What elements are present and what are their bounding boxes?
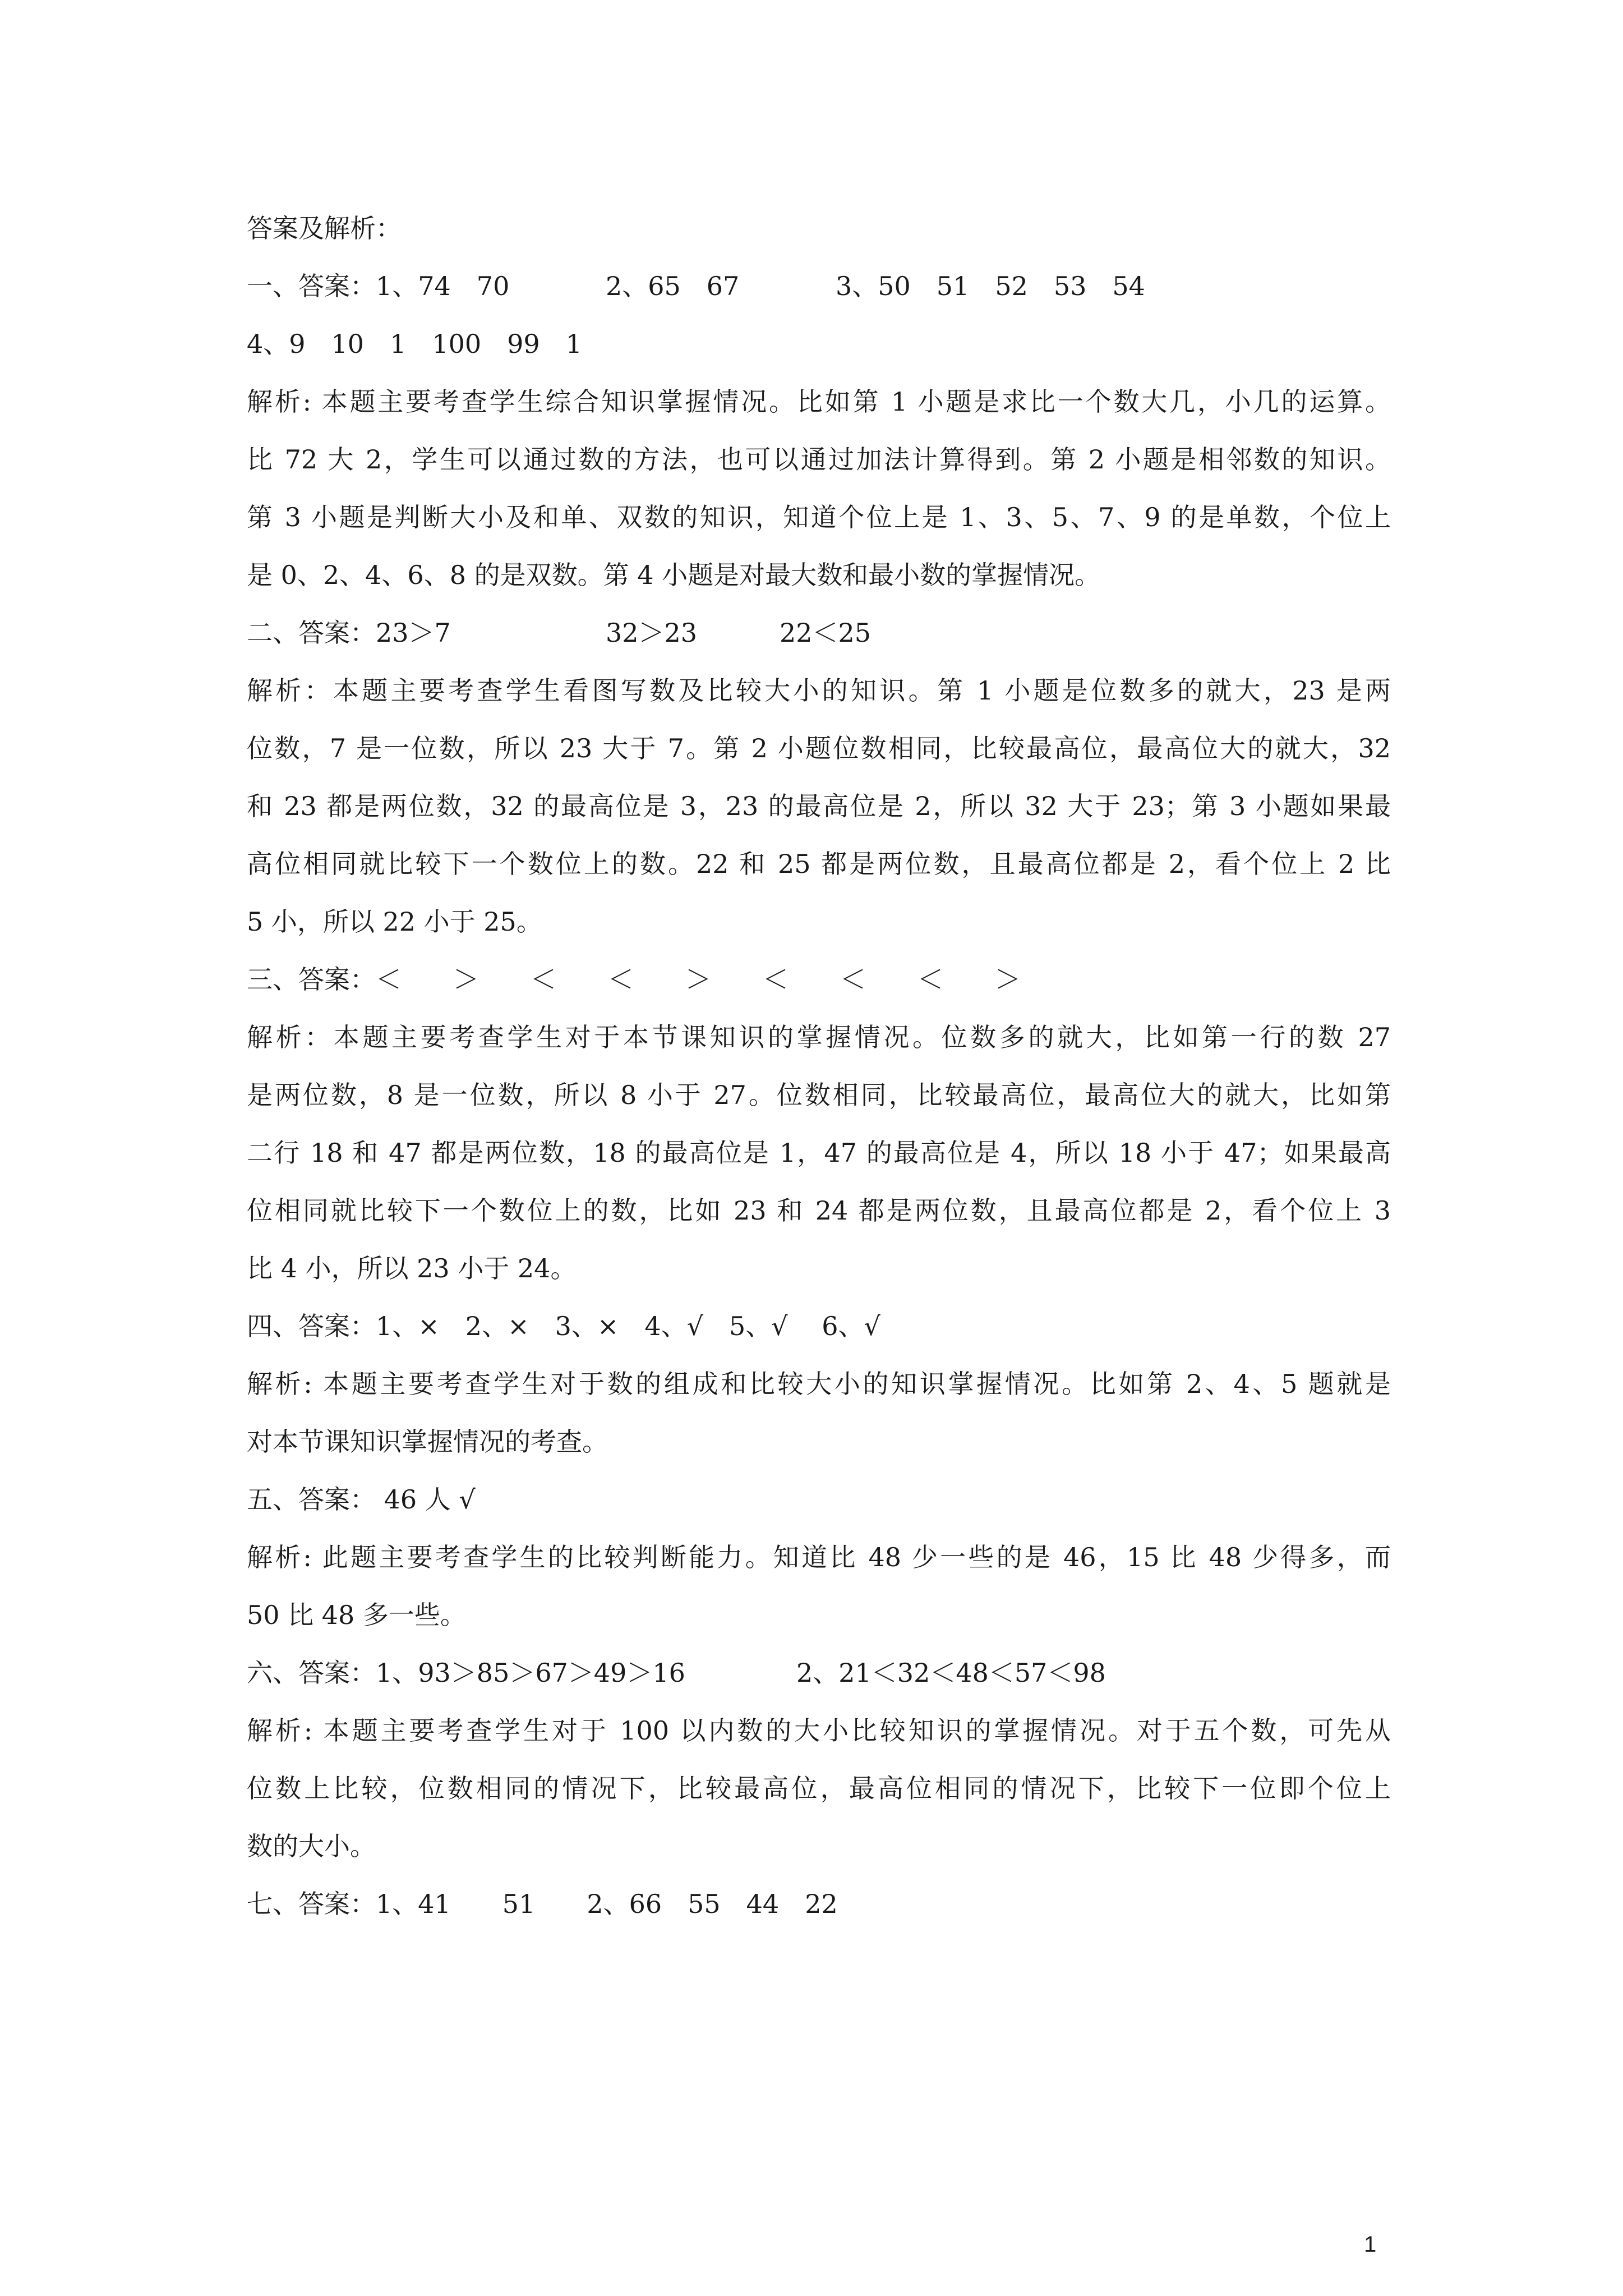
analysis-line-16: 二行 18 和 47 都是两位数，18 的最高位是 1，47 的最高位是 4，所以 18 小于 47；如果最高 xyxy=(247,1138,1391,1168)
analysis-line-10: 和 23 都是两位数，32 的最高位是 3，23 的最高位是 2，所以 32 大于 23；第 3 小题如果最 xyxy=(247,791,1391,821)
analysis-line-6: 是 0、2、4、6、8 的是双数。第 4 小题是对最大数和最小数的掌握情况。 xyxy=(247,560,1101,590)
analysis-line-4: 比 72 大 2，学生可以通过数的方法，也可以通过加法计算得到。第 2 小题是相邻数的知识。 xyxy=(247,444,1391,475)
analysis-line-26: 解析: 本题主要考查学生对于 100 以内数的大小比较知识的掌握情况。对于五个数，可先从 xyxy=(247,1715,1391,1746)
answer-line-13: 三、答案：＜ ＞ ＜ ＜ ＞ ＜ ＜ ＜ ＞ xyxy=(247,964,1021,995)
answer-line-25-part-1: 六、答案：1、93＞85＞67＞49＞16 xyxy=(247,1658,685,1688)
analysis-line-5: 第 3 小题是判断大小及和单、双数的知识，知道个位上是 1、3、5、7、9 的是单数，个位上 xyxy=(247,502,1391,532)
document-body xyxy=(247,213,1391,1947)
analysis-line-18: 比 4 小，所以 23 小于 24。 xyxy=(247,1253,577,1283)
answer-line-1-part-2: 2、65 67 xyxy=(606,271,740,301)
analysis-line-27: 位数上比较，位数相同的情况下，比较最高位，最高位相同的情况下，比较下一位即个位上 xyxy=(247,1773,1391,1803)
analysis-line-21: 对本节课知识掌握情况的考查。 xyxy=(247,1427,608,1457)
answer-line-22: 五、答案： 46 人 √ xyxy=(247,1484,476,1515)
answer-line-19: 四、答案：1、× 2、× 3、× 4、√ 5、√ 6、√ xyxy=(247,1311,880,1341)
answer-line-2: 4、9 10 1 100 99 1 xyxy=(247,329,582,359)
answer-line-7 xyxy=(247,618,1391,648)
analysis-line-24: 50 比 48 多一些。 xyxy=(247,1600,466,1630)
analysis-line-11: 高位相同就比较下一个数位上的数。22 和 25 都是两位数，且最高位都是 2，看个位上 2 比 xyxy=(247,849,1391,879)
analysis-line-9: 位数，7 是一位数，所以 23 大于 7。第 2 小题位数相同，比较最高位，最高位大的就大，32 xyxy=(247,733,1391,763)
analysis-line-15: 是两位数，8 是一位数，所以 8 小于 27。位数相同，比较最高位，最高位大的就大，比如第 xyxy=(247,1080,1391,1110)
answer-line-1-part-3: 3、50 51 52 53 54 xyxy=(836,271,1145,301)
analysis-line-28: 数的大小。 xyxy=(247,1831,376,1861)
answer-line-1 xyxy=(247,271,1391,301)
analysis-line-12: 5 小，所以 22 小于 25。 xyxy=(247,907,542,937)
answer-line-1-part-1: 一、答案：1、74 70 xyxy=(247,271,510,301)
analysis-line-3: 解析: 本题主要考查学生综合知识掌握情况。比如第 1 小题是求比一个数大几，小几的运算。 xyxy=(247,386,1391,417)
page-number: 1 xyxy=(1364,2232,1377,2257)
answer-line-7-part-1: 二、答案：23＞7 xyxy=(247,618,451,648)
analysis-line-17: 位相同就比较下一个数位上的数，比如 23 和 24 都是两位数，且最高位都是 2，看个位上 3 xyxy=(247,1195,1391,1226)
analysis-line-20: 解析: 本题主要考查学生对于数的组成和比较大小的知识掌握情况。比如第 2、4、5 题就是 xyxy=(247,1369,1391,1399)
analysis-line-14: 解析：本题主要考查学生对于本节课知识的掌握情况。位数多的就大，比如第一行的数 27 xyxy=(247,1022,1391,1052)
answer-line-7-part-3: 22＜25 xyxy=(780,618,872,648)
answer-line-25 xyxy=(247,1658,1391,1688)
analysis-line-8: 解析：本题主要考查学生看图写数及比较大小的知识。第 1 小题是位数多的就大，23 是两 xyxy=(247,675,1391,706)
analysis-line-23: 解析: 此题主要考查学生的比较判断能力。知道比 48 少一些的是 46，15 比 48 少得多，而 xyxy=(247,1542,1391,1572)
answer-line-29: 七、答案：1、41 51 2、66 55 44 22 xyxy=(247,1889,838,1919)
answer-title: 答案及解析： xyxy=(247,213,402,243)
answer-line-7-part-2: 32＞23 xyxy=(606,618,698,648)
answer-line-25-part-2: 2、21＜32＜48＜57＜98 xyxy=(796,1658,1106,1688)
